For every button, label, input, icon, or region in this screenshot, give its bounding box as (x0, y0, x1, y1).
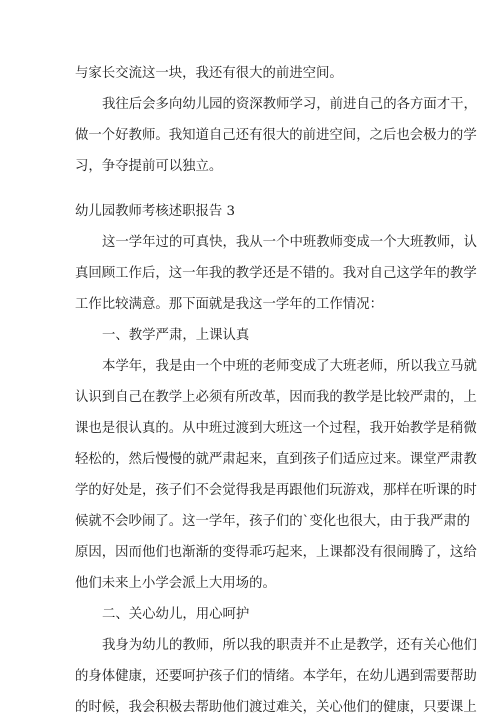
text-line: 习，争夺提前可以独立。 (75, 159, 223, 174)
text-line: 我往后会多向幼儿园的资深教师学习，前进自己的各方面才干， (102, 97, 477, 112)
text-line: 的身体健康，还要呵护孩子们的情绪。本学年，在幼儿遇到需要帮助 (75, 669, 477, 684)
subsection-heading: 一、教学严肃，上课认真 (102, 328, 250, 343)
text-line: 与家长交流这一块，我还有很大的前进空间。 (75, 66, 343, 81)
subsection-heading: 二、关心幼儿，用心呵护 (102, 607, 250, 622)
text-line: 原因，因而他们也渐渐的变得乖巧起来，上课都没有很闹腾了，这给 (75, 545, 477, 560)
text-line: 我身为幼儿的教师，所以我的职责并不止是教学，还有关心他们 (102, 638, 477, 653)
text-line: 工作比较满意。那下面就是我这一学年的工作情况： (75, 297, 383, 312)
text-line: 学的好处是，孩子们不会觉得我是再跟他们玩游戏，那样在听课的时 (75, 483, 477, 498)
text-line: 这一学年过的可真快，我从一个中班教师变成一个大班教师，认 (102, 235, 477, 250)
text-line: 做一个好教师。我知道自己还有很大的前进空间，之后也会极力的学 (75, 128, 477, 143)
text-line: 认识到自己在教学上必须有所改革，因而我的教学是比较严肃的，上 (75, 390, 477, 405)
section-heading: 幼儿园教师考核述职报告 3 (75, 204, 236, 219)
text-line: 他们未来上小学会派上大用场的。 (75, 576, 276, 591)
text-line: 真回顾工作后，这一年我的教学还是不错的。我对自己这学年的教学 (75, 266, 477, 281)
text-line: 候就不会吵闹了。这一学年，孩子们的`变化也很大，由于我严肃的 (75, 514, 471, 529)
text-line: 的时候，我会积极去帮助他们渡过难关，关心他们的健康，只要课上 (75, 700, 477, 715)
text-line: 课也是很认真的。从中班过渡到大班这一个过程，我开始教学是稍微 (75, 421, 477, 436)
document-page (75, 58, 477, 723)
text-line: 轻松的，然后慢慢的就严肃起来，直到孩子们适应过来。课堂严肃教 (75, 452, 477, 467)
text-line: 本学年，我是由一个中班的老师变成了大班老师，所以我立马就 (102, 359, 477, 374)
